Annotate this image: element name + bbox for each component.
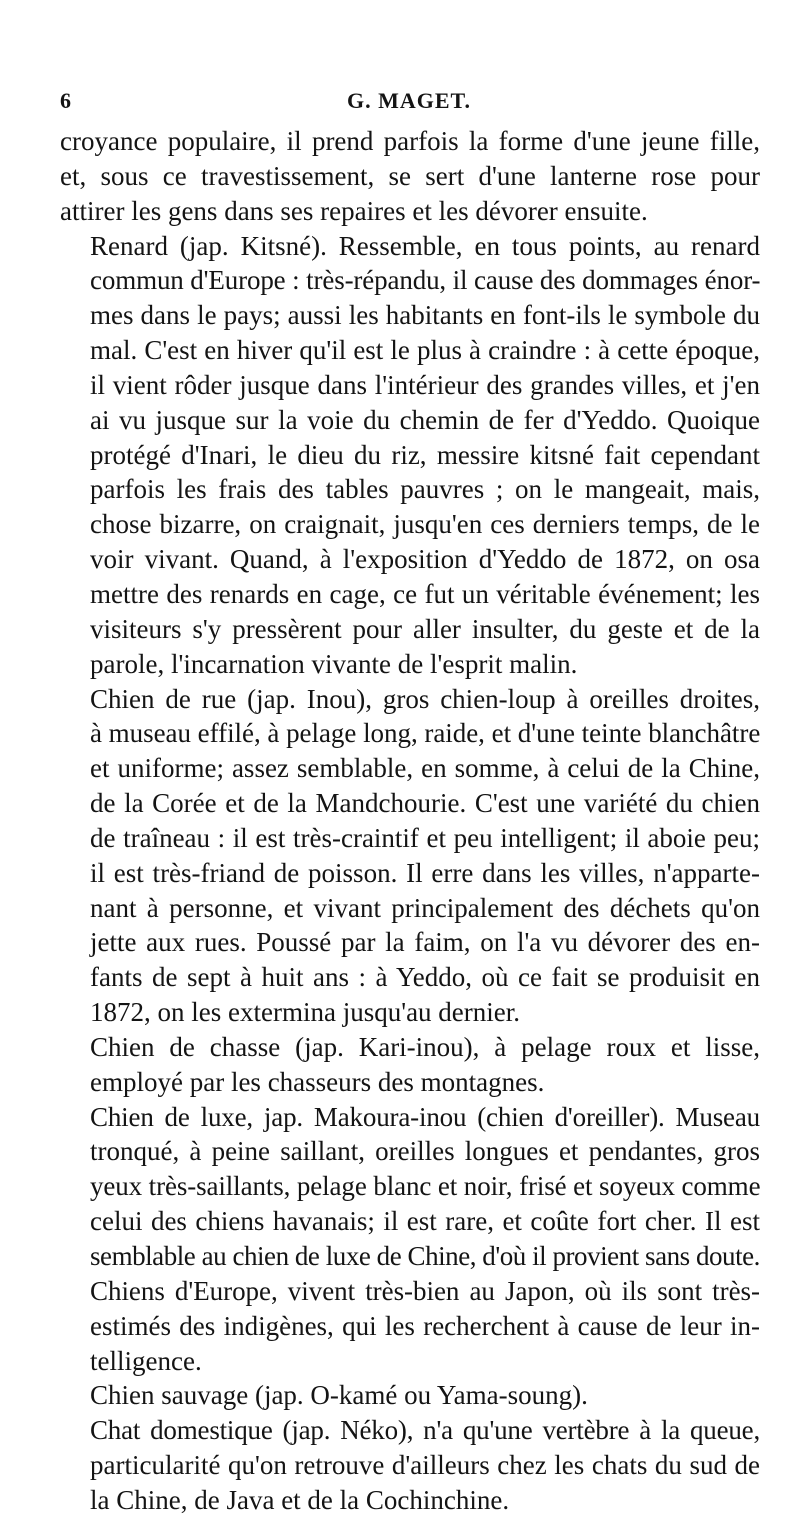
text-line: telligence. — [90, 1345, 202, 1376]
text-line: semblable au chien de luxe de Chine, d'où il provient sans doute. — [90, 1241, 760, 1271]
text-line: et uniforme; assez semblable, en somme, à celui de la Chine, — [90, 753, 760, 784]
text-line: yeux très-saillants, pelage blanc et noir, frisé et soyeux comme — [90, 1171, 761, 1202]
paragraph — [60, 1274, 760, 1379]
text-line: Chat domestique (jap. Néko), n'a qu'une vertèbre à la queue, — [90, 1415, 760, 1446]
text-line: parole, l'incarnation vivante de l'esprit malin. — [90, 648, 578, 679]
text-line: voir vivant. Quand, à l'exposition d'Yeddo de 1872, on osa — [90, 544, 760, 575]
text-line: celui des chiens havanais; il est rare, et coûte fort cher. Il est — [90, 1206, 760, 1237]
paragraph — [60, 1030, 760, 1100]
paragraph — [60, 1100, 760, 1274]
text-line: nant à personne, et vivant principalement des déchets qu'on — [90, 892, 760, 923]
text-line: estimés des indigènes, qui les recherchent à cause de leur in- — [90, 1310, 760, 1341]
paragraph — [60, 1378, 760, 1413]
text-line: parfois les frais des tables pauvres ; on le mangeait, mais, — [90, 474, 760, 505]
text-line: mettre des renards en cage, ce fut un véritable événement; les — [90, 578, 760, 609]
body-text — [60, 124, 760, 1518]
text-line: croyance populaire, il prend parfois la forme d'une jeune fille, — [60, 126, 760, 156]
text-line: de traîneau : il est très-craintif et peu intelligent; il aboie peu; — [90, 822, 760, 853]
text-line: employé par les chasseurs des montagnes. — [90, 1066, 545, 1097]
page-number: 6 — [60, 88, 71, 113]
text-line: 1872, on les extermina jusqu'au dernier. — [90, 997, 521, 1028]
text-line: ai vu jusque sur la voie du chemin de fer d'Yeddo. Quoique — [90, 404, 760, 435]
paragraph — [60, 682, 760, 1030]
text-line: et, sous ce travestissement, se sert d'une lanterne rose pour — [60, 160, 760, 191]
text-line: il est très-friand de poisson. Il erre dans les villes, n'apparte- — [90, 857, 760, 888]
text-line: Chien de luxe, jap. Makoura-inou (chien d'oreiller). Museau — [90, 1101, 760, 1132]
text-line: Chien de rue (jap. Inou), gros chien-loup à oreilles droites, — [90, 683, 760, 714]
text-line: Chien sauvage (jap. O-kamé ou Yama-soung). — [90, 1380, 588, 1411]
text-line: la Chine, de Java et de la Cochinchine. — [90, 1484, 510, 1515]
text-line: Chiens d'Europe, vivent très-bien au Japon, où ils sont très- — [90, 1275, 760, 1306]
paragraph — [60, 1413, 760, 1518]
paragraph — [60, 124, 760, 229]
page-header — [60, 88, 758, 118]
text-line: particularité qu'on retrouve d'ailleurs chez les chats du sud de — [90, 1450, 760, 1481]
text-line: de la Corée et de la Mandchourie. C'est une variété du chien — [90, 788, 760, 819]
text-line: Renard (jap. Kitsné). Ressemble, en tous points, au renard — [90, 230, 760, 261]
text-line: mal. C'est en hiver qu'il est le plus à craindre : à cette époque, — [90, 335, 760, 366]
text-line: Chien de chasse (jap. Kari-inou), à pelage roux et lisse, — [90, 1031, 760, 1062]
text-line: mes dans le pays; aussi les habitants en font-ils le symbole du — [90, 300, 760, 331]
running-head: G. MAGET. — [346, 88, 472, 113]
text-line: à museau effilé, à pelage long, raide, et d'une teinte blanchâtre — [90, 718, 761, 749]
text-line: attirer les gens dans ses repaires et les dévorer ensuite. — [60, 195, 648, 226]
text-line: il vient rôder jusque dans l'intérieur des grandes villes, et j'en — [90, 369, 760, 400]
text-line: fants de sept à huit ans : à Yeddo, où ce fait se produisit en — [90, 962, 760, 993]
text-line: visiteurs s'y pressèrent pour aller insulter, du geste et de la — [90, 613, 760, 644]
text-line: tronqué, à peine saillant, oreilles longues et pendantes, gros — [90, 1136, 760, 1167]
text-line: protégé d'Inari, le dieu du riz, messire kitsné fait cependant — [90, 439, 760, 470]
text-line: commun d'Europe : très-répandu, il cause des dommages énor- — [90, 265, 761, 296]
paragraph — [60, 229, 760, 682]
text-line: chose bizarre, on craignait, jusqu'en ces derniers temps, de le — [90, 509, 760, 540]
text-line: jette aux rues. Poussé par la faim, on l'a vu dévorer des en- — [90, 927, 760, 958]
